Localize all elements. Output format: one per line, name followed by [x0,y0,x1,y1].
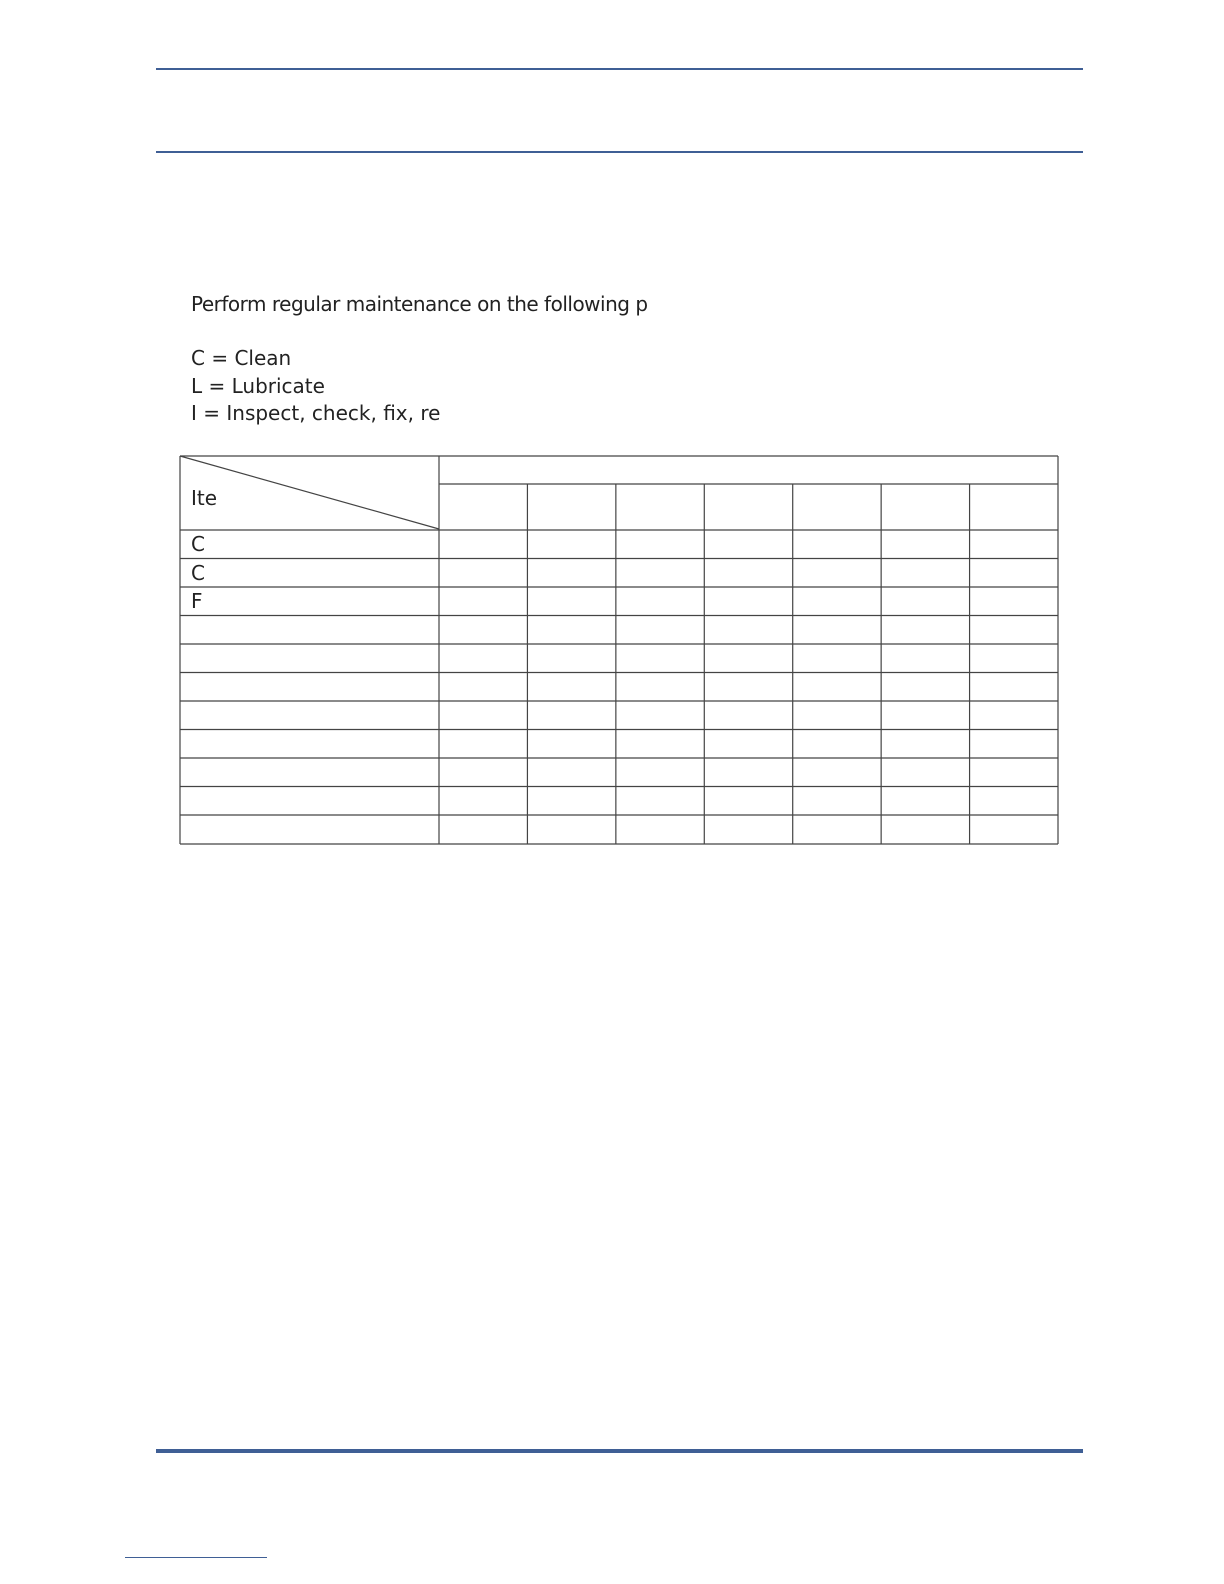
row-item-label: C [191,560,205,585]
maintenance-legend [191,345,440,428]
header-rule-bottom [156,151,1083,153]
legend-lubricate: L = Lubricate [191,373,325,398]
row-item-label: C [191,532,205,556]
legend-inspect: I = Inspect, check, fix, re [191,401,441,425]
header-rule-top [156,68,1083,70]
table-grid-lines [180,456,1058,844]
footer-rule [156,1449,1083,1453]
row-item-label: F [191,589,203,613]
intro-paragraph: Perform regular maintenance on the following p [191,292,648,316]
item-column-header: Ite [191,486,218,510]
maintenance-table [180,456,1058,844]
header-diagonal [180,456,439,529]
legend-clean: C = Clean [191,346,292,370]
footer-link-underline [125,1557,267,1558]
